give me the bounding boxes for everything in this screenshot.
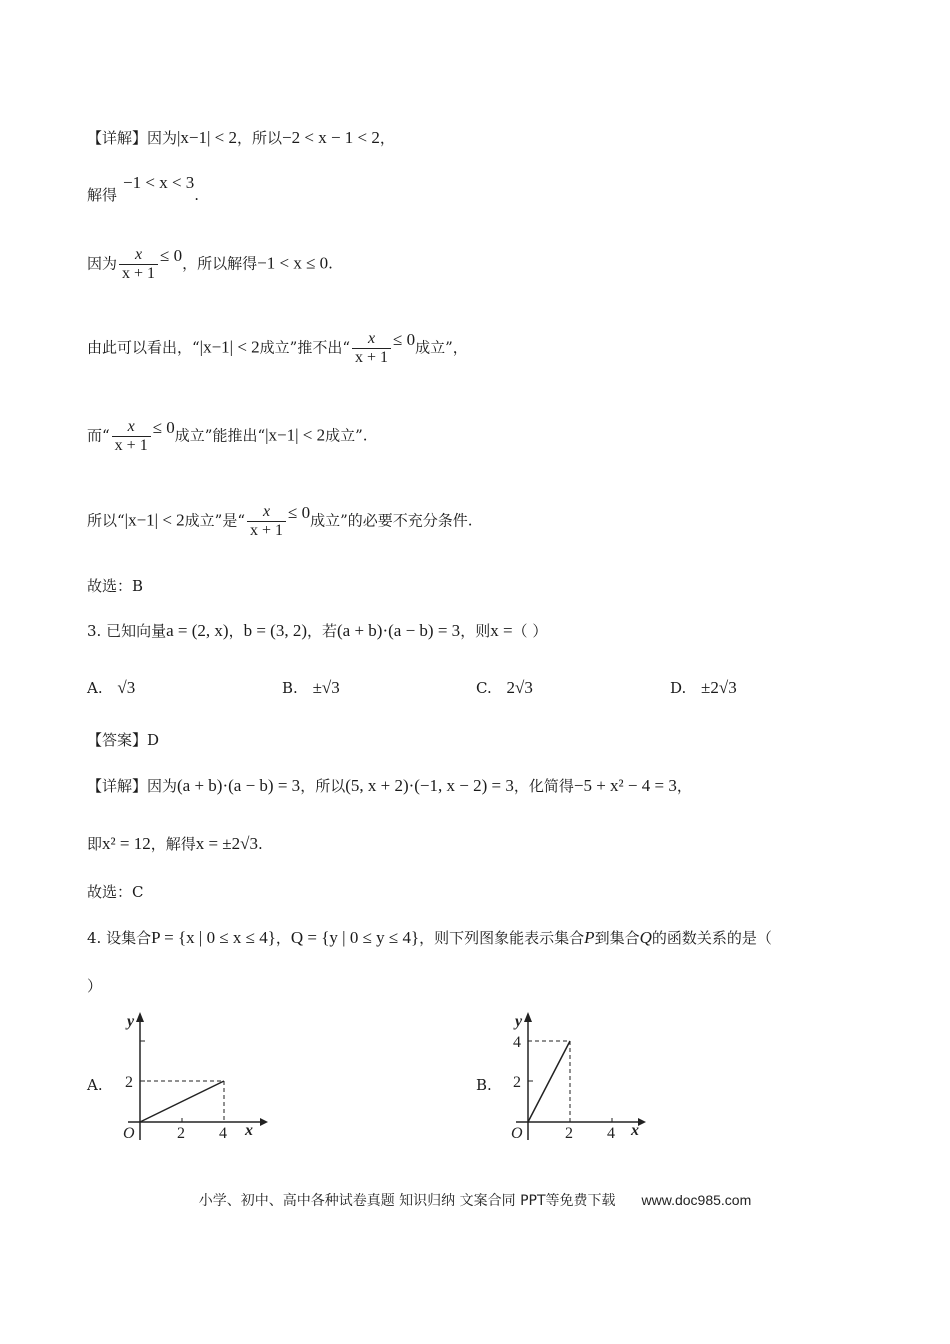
q2-choice: 故选：B: [87, 577, 144, 595]
graph-a-x-label: x: [245, 1122, 253, 1139]
graph-a-x-tick-4: 4: [219, 1125, 227, 1142]
graph-a-y-tick-2: 2: [125, 1074, 133, 1091]
q2-detail-line-4: 由此可以看出，“|x−1| < 2成立”推不出“ $\frac{x}{x + 1}$ ≤ 0成立”，: [87, 329, 468, 366]
option-b: B. ±√3: [282, 678, 340, 697]
graph-a-segment: [140, 1081, 224, 1122]
set-q: Q = {y | 0 ≤ y ≤ 4}: [290, 928, 420, 947]
q2-detail-line-3: 因为 $\frac{x}{x + 1}$ ≤ 0，所以解得−1 < x ≤ 0.: [87, 245, 333, 282]
graph-a-x-tick-2: 2: [177, 1125, 185, 1142]
fraction: $\frac{x}{x + 1}$: [112, 418, 151, 455]
q3-stem: 3. 已知向量a = (2, x)，b = (3, 2)，若(a + b)·(a − b) = 3，则x =（ ）: [87, 621, 548, 640]
graph-b-y-tick-2: 2: [513, 1074, 521, 1091]
q3-answer: 【答案】D: [87, 731, 160, 749]
fraction: $\frac{x}{x + 1}$: [119, 246, 158, 283]
q3-detail-line-1: 【详解】因为(a + b)·(a − b) = 3，所以(5, x + 2)·(−1, x − 2) = 3，化简得−5 + x² − 4 = 3，: [87, 776, 692, 795]
graph-a-y-label: y: [127, 1013, 135, 1030]
graph-b-x-label: x: [631, 1122, 639, 1139]
page-footer: [0, 1190, 950, 1210]
range-solution: −1 < x < 3: [123, 173, 195, 192]
graph-b-y-label: y: [515, 1013, 523, 1030]
graph-b: [498, 1008, 658, 1148]
graph-a-origin: O: [123, 1125, 135, 1142]
q2-detail-line-2: 解得−1 < x < 3.: [87, 173, 200, 204]
set-p: P = {x | 0 ≤ x ≤ 4}: [151, 928, 276, 947]
graph-b-x-tick-4: 4: [607, 1125, 615, 1142]
graph-b-x-arrow: [638, 1118, 646, 1126]
q4-stem: 4. 设集合P = {x | 0 ≤ x ≤ 4}，Q = {y | 0 ≤ y ≤ 4}，则下列图象能表示集合P到集合Q的函数关系的是（: [87, 928, 772, 947]
graph-b-segment: [528, 1041, 570, 1122]
graph-a-label: A.: [87, 1076, 103, 1094]
vector-b: b = (3, 2): [243, 621, 307, 640]
option-a: A. √3: [87, 678, 136, 697]
graph-b-y-tick-4: 4: [513, 1034, 521, 1051]
graph-b-label: B.: [476, 1076, 492, 1094]
graph-a: [110, 1008, 270, 1148]
option-d: D. ±2√3: [670, 678, 737, 697]
graph-b-x-tick-2: 2: [565, 1125, 573, 1142]
q2-detail-line-1: 【详解】因为|x−1| < 2，所以−2 < x − 1 < 2，: [87, 128, 395, 147]
footer-text: 小学、初中、高中各种试卷真题 知识归纳 文案合同 PPT等免费下载: [198, 1193, 616, 1209]
q3-detail-line-2: 即x² = 12，解得x = ±2√3.: [87, 834, 263, 853]
abs-inequality: |x−1| < 2: [177, 128, 237, 147]
graph-b-y-arrow: [524, 1012, 532, 1022]
q2-detail-line-5: 而“ $\frac{x}{x + 1}$ ≤ 0成立”能推出“|x−1| < 2成立”.: [87, 417, 368, 454]
graph-b-origin: O: [511, 1125, 523, 1142]
q3-choice: 故选：C: [87, 883, 144, 901]
compound-inequality: −2 < x − 1 < 2: [282, 128, 380, 147]
q2-detail-line-6: 所以“|x−1| < 2成立”是“ $\frac{x}{x + 1}$ ≤ 0成立”的必要不充分条件.: [87, 502, 473, 539]
option-c: C. 2√3: [476, 678, 533, 697]
q4-close-paren: ）: [87, 977, 103, 995]
fraction: $\frac{x}{x + 1}$: [352, 330, 391, 367]
graph-a-y-arrow: [136, 1012, 144, 1022]
fraction: $\frac{x}{x + 1}$: [247, 503, 286, 540]
graph-a-x-arrow: [260, 1118, 268, 1126]
range-solution-2: −1 < x ≤ 0: [257, 253, 329, 273]
vector-a: a = (2, x): [166, 621, 229, 640]
footer-url[interactable]: www.doc985.com: [641, 1192, 752, 1208]
condition: (a + b)·(a − b) = 3: [337, 621, 461, 640]
